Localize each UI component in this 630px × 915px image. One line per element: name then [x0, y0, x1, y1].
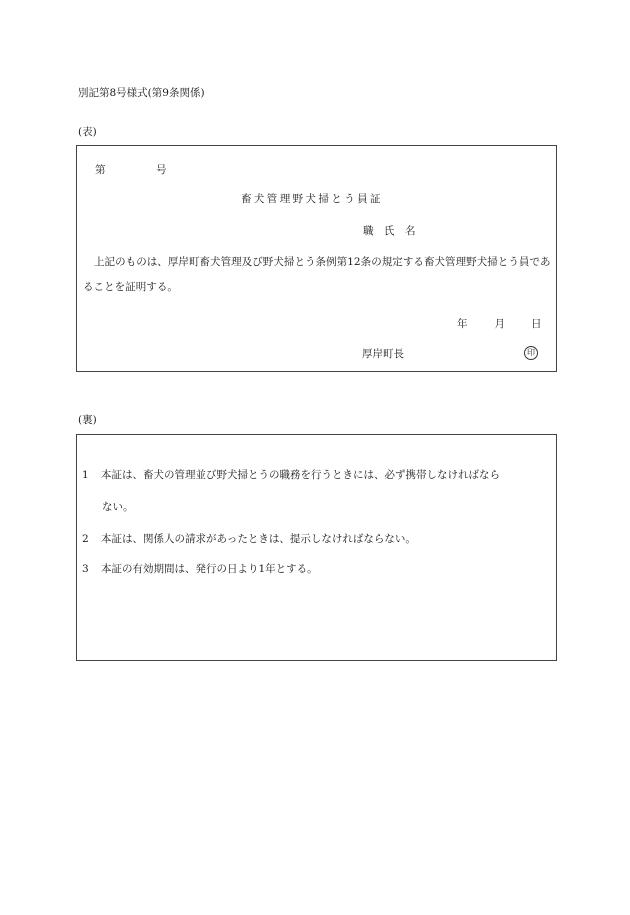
- rule-item-2: [82, 531, 416, 546]
- rule-item-number: 3: [82, 563, 89, 575]
- date-line: [457, 316, 542, 331]
- date-year: 年: [457, 318, 468, 330]
- front-side-label: (表): [78, 126, 97, 138]
- rule-item-1-continuation: ない。: [102, 501, 134, 513]
- number-suffix: 号: [156, 164, 167, 176]
- rule-item-number: 1: [82, 469, 89, 481]
- rule-item-number: 2: [82, 533, 89, 545]
- rule-item-text: 本証は、畜犬の管理並び野犬掃とうの職務を行うときには、必ず携帯しなければなら: [101, 469, 500, 481]
- document-heading: 別記第8号様式(第9条関係): [78, 87, 205, 99]
- job-name-label: 職 氏 名: [363, 225, 416, 237]
- certification-text: 上記のものは、厚岸町畜犬管理及び野犬掃とう条例第12条の規定する畜犬管理野犬掃とう員であることを証明する。: [83, 256, 551, 293]
- rule-item-1: [82, 467, 500, 482]
- certificate-front-box: [76, 145, 557, 372]
- issuer-name: 厚岸町長: [362, 348, 404, 360]
- number-label: 第: [95, 164, 106, 176]
- rule-item-text: 本証の有効期間は、発行の日より1年とする。: [101, 563, 318, 575]
- seal-mark: 印: [524, 346, 538, 360]
- date-day: 日: [531, 318, 542, 330]
- card-title: 畜犬管理野犬掃とう員証: [241, 193, 383, 205]
- rule-item-3: [82, 561, 318, 576]
- certificate-back-box: [76, 434, 557, 661]
- rule-item-text: 本証は、関係人の請求があったときは、提示しなければならない。: [101, 533, 416, 545]
- back-side-label: (裏): [78, 414, 97, 426]
- date-month: 月: [494, 318, 505, 330]
